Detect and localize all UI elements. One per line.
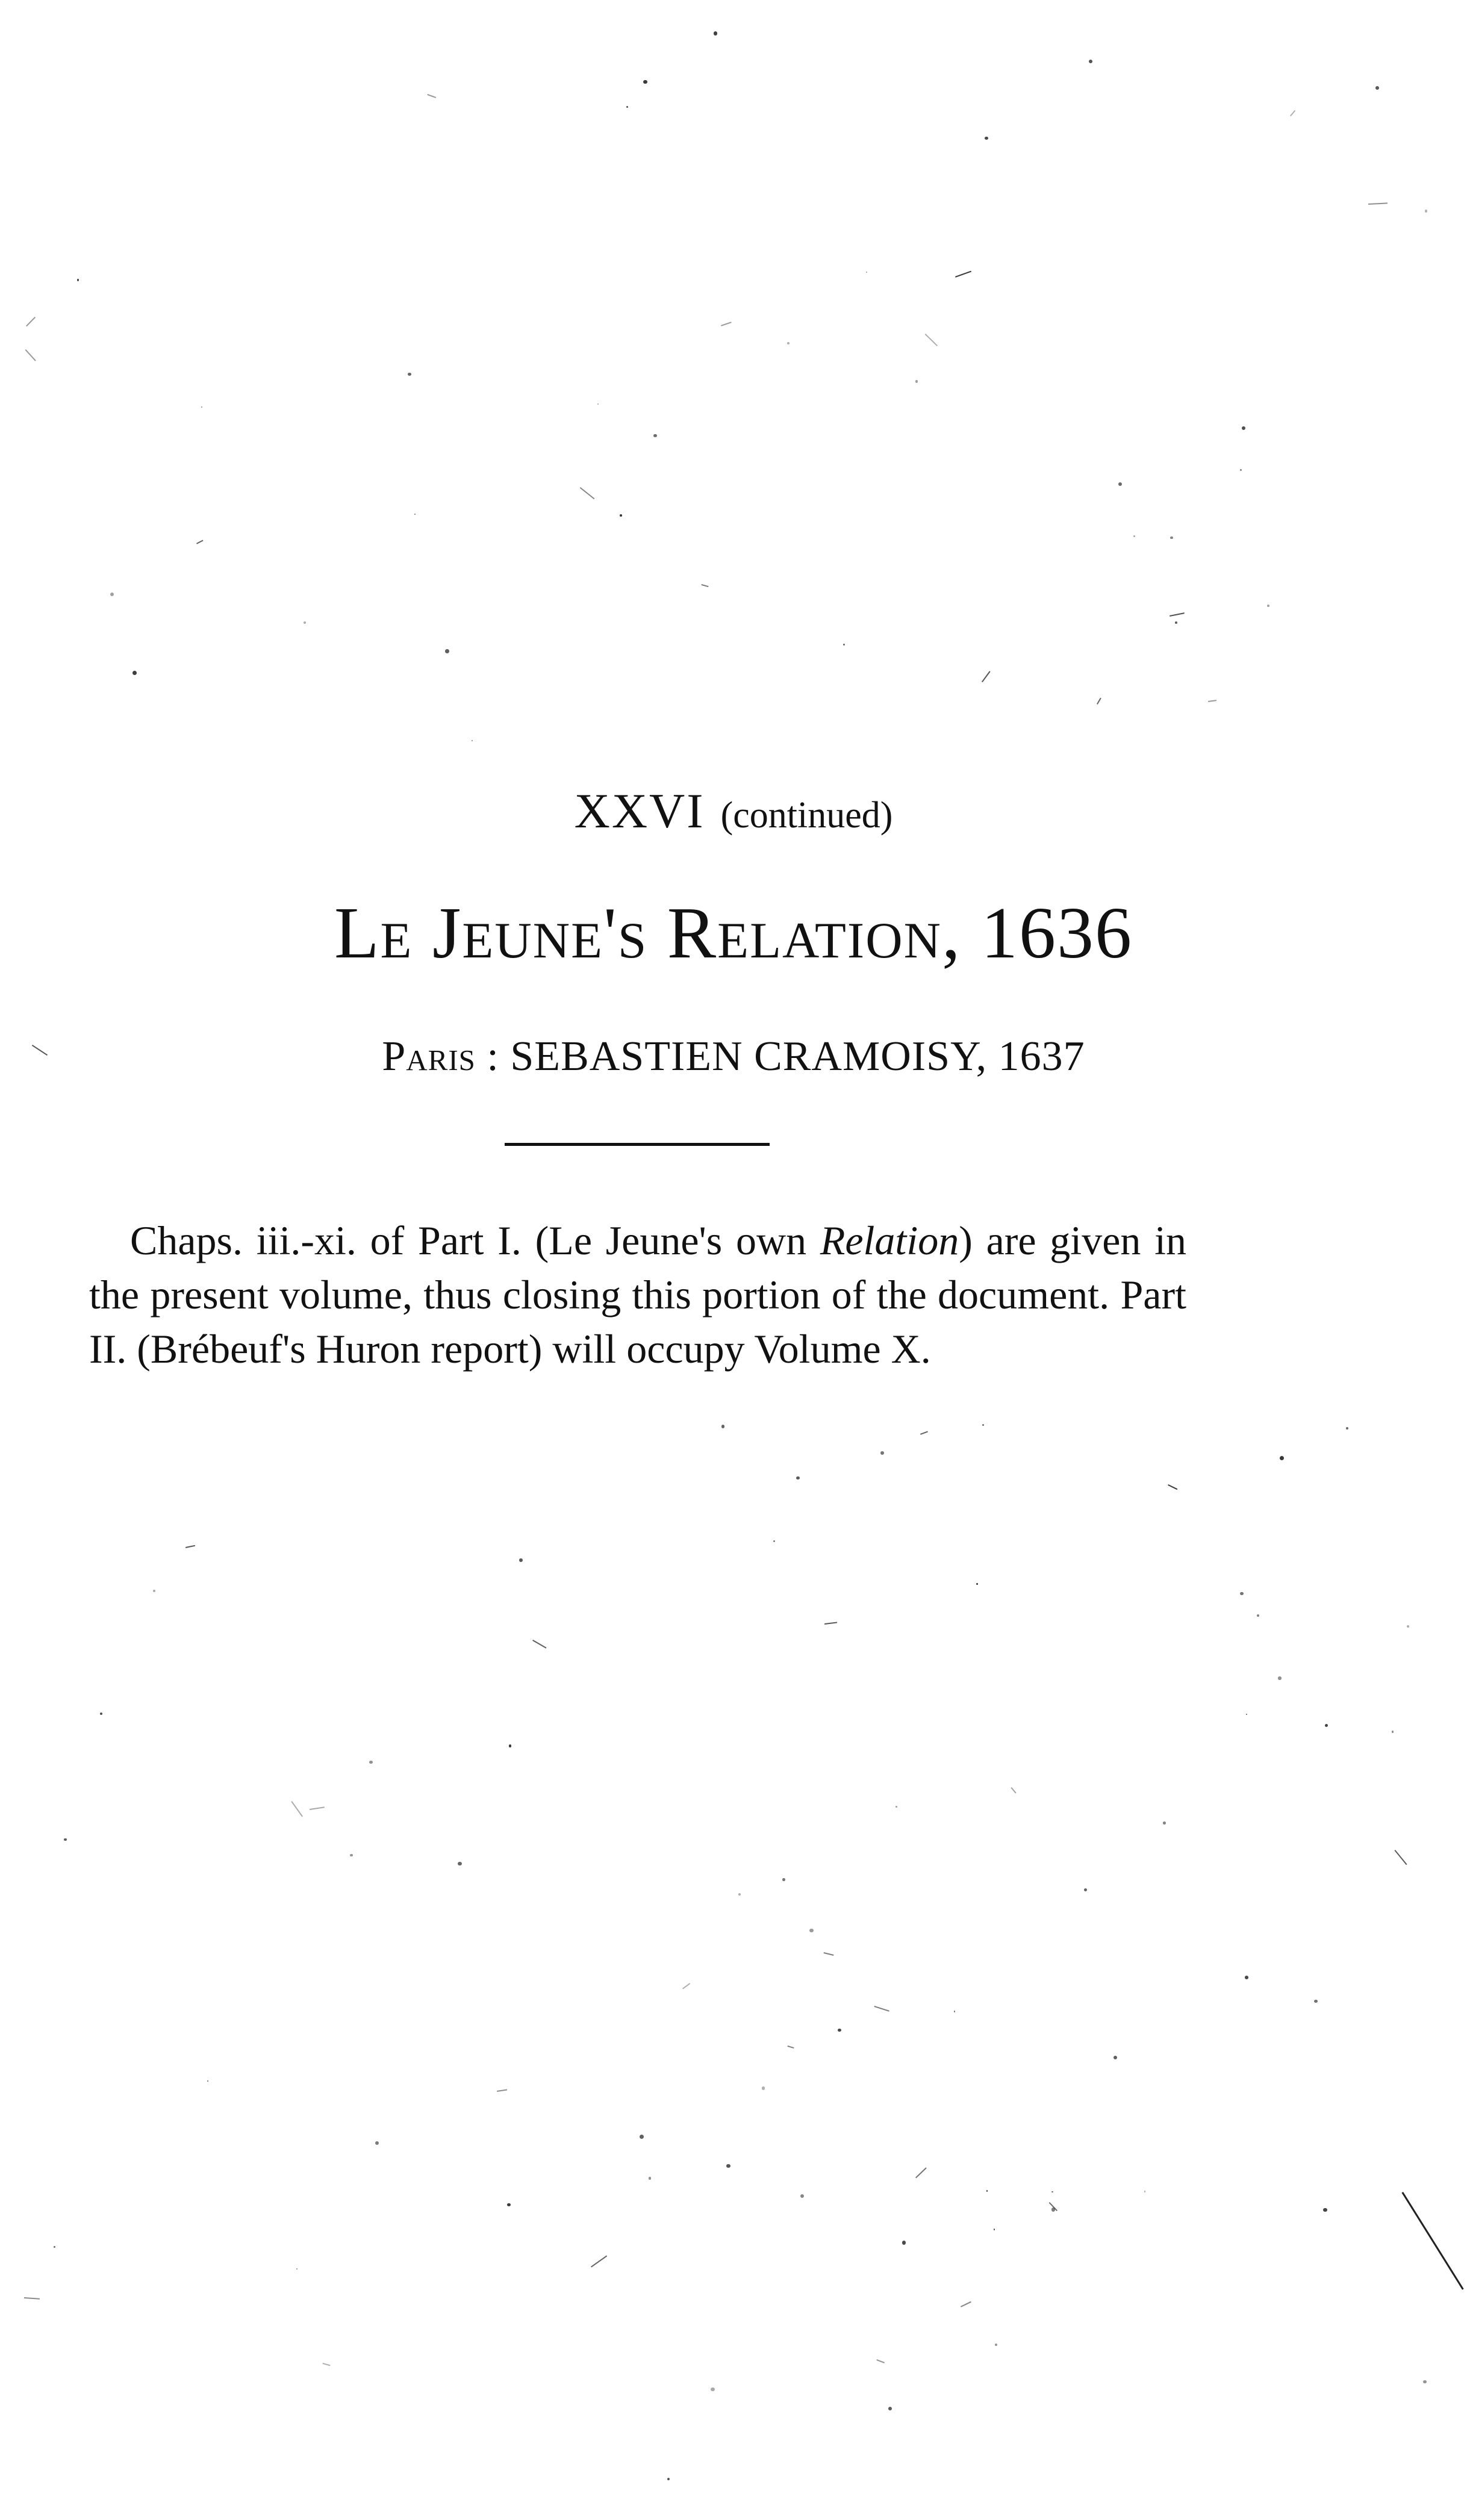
scan-speck <box>721 322 731 326</box>
scan-speck <box>1395 1850 1407 1865</box>
scan-speck <box>721 1425 725 1428</box>
scan-speck <box>509 1744 511 1747</box>
scan-speck <box>726 2164 730 2168</box>
scan-speck <box>1346 1427 1348 1430</box>
scan-speck <box>185 1545 195 1548</box>
scan-speck <box>626 106 628 108</box>
scan-speck <box>955 270 971 277</box>
scan-speck <box>1170 612 1185 617</box>
scan-speck <box>876 2359 885 2363</box>
document-title: Le Jeune's Relation, 1636 <box>334 892 1133 974</box>
scan-speck <box>874 2006 889 2012</box>
scan-speck <box>800 2194 804 2198</box>
scan-speck <box>915 2167 927 2178</box>
scan-speck <box>954 2011 956 2012</box>
body-paragraph <box>89 1213 1186 1376</box>
scan-speck <box>507 2203 511 2207</box>
scan-speck <box>532 1640 546 1649</box>
scan-speck <box>1089 60 1092 63</box>
scan-speck <box>773 1540 775 1542</box>
scan-speck <box>110 593 114 596</box>
scan-speck <box>414 514 416 515</box>
scan-speck <box>620 514 622 517</box>
body-text-part-2: ) are given in the present volume, thus closing this portion of the document. Part II. (Brébeuf's Huron report) will occupy Volume X. <box>89 1218 1186 1372</box>
scan-speck <box>702 584 709 587</box>
scan-speck <box>961 2301 971 2307</box>
scan-speck <box>824 1952 834 1956</box>
scan-speck <box>787 342 790 344</box>
scan-speck <box>982 671 991 682</box>
scan-speck <box>350 1854 352 1856</box>
scan-speck <box>519 1558 523 1562</box>
scan-speck <box>408 373 411 376</box>
scan-speck <box>995 2344 997 2346</box>
scan-speck <box>1407 1625 1409 1628</box>
scan-speck <box>1278 1676 1281 1679</box>
scan-speck <box>100 1713 102 1715</box>
scan-speck <box>310 1806 325 1810</box>
scan-speck <box>458 1862 462 1866</box>
scan-speck <box>369 1761 373 1764</box>
scan-speck <box>843 644 845 646</box>
scan-speck <box>787 2046 794 2049</box>
scan-speck <box>1133 535 1135 537</box>
continued-label: (continued) <box>720 795 893 836</box>
scan-speck <box>296 2268 297 2270</box>
scan-speck <box>866 272 867 273</box>
scan-speck <box>838 2029 841 2032</box>
scan-speck <box>1246 1714 1248 1716</box>
scan-speck <box>26 317 36 327</box>
chapter-number-line <box>0 783 1467 839</box>
scan-speck <box>1163 1822 1166 1825</box>
scan-speck <box>1144 2191 1146 2192</box>
scan-speck <box>895 1806 897 1808</box>
scan-speck <box>304 621 306 624</box>
scan-speck <box>291 1801 304 1817</box>
scan-speck <box>1118 482 1122 486</box>
scan-speck <box>643 80 647 84</box>
scan-speck <box>809 1929 814 1933</box>
scan-speck <box>445 649 449 653</box>
scan-speck <box>1323 2208 1327 2212</box>
scan-speck <box>201 406 202 408</box>
scan-speck <box>1113 2056 1118 2060</box>
scan-speck <box>824 1622 837 1625</box>
relation-italic: Relation <box>820 1218 959 1263</box>
scan-speck <box>1392 1731 1394 1732</box>
scan-speck <box>1290 110 1296 116</box>
scan-speck <box>902 2241 906 2245</box>
scan-speck <box>64 1838 67 1841</box>
scan-speck <box>1097 698 1101 705</box>
scan-speck <box>428 94 437 98</box>
scan-speck <box>782 1878 785 1881</box>
scan-speck <box>920 1431 928 1435</box>
scan-speck <box>1257 1614 1259 1617</box>
scan-speck <box>915 380 918 382</box>
scan-speck <box>1084 1888 1087 1891</box>
scan-speck <box>982 1424 984 1426</box>
scan-speck <box>1170 537 1173 540</box>
imprint-line: Paris : SEBASTIEN CRAMOISY, 1637 <box>382 1033 1085 1080</box>
scan-speck <box>323 2363 331 2366</box>
chapter-number: XXVI <box>574 783 705 838</box>
scan-speck <box>153 1590 155 1592</box>
scan-speck <box>1245 1976 1248 1979</box>
scan-speck <box>925 334 938 346</box>
scan-speck <box>1423 2380 1427 2384</box>
scan-speck <box>976 1583 978 1585</box>
scan-speck <box>24 2297 40 2300</box>
scan-speck <box>994 2229 995 2230</box>
scan-speck <box>1175 621 1177 624</box>
scan-speck <box>1425 210 1427 212</box>
scan-speck <box>25 349 36 361</box>
scan-speck <box>880 1451 884 1455</box>
scan-speck <box>667 2478 670 2480</box>
scan-speck <box>375 2141 379 2145</box>
scan-speck <box>1325 1724 1328 1727</box>
scan-speck <box>985 137 988 140</box>
scan-speck <box>1240 1592 1243 1595</box>
scan-speck <box>796 1476 800 1480</box>
scan-speck <box>649 2177 652 2180</box>
scan-speck <box>1375 86 1379 90</box>
scan-speck <box>888 2407 892 2410</box>
scan-speck <box>77 279 79 281</box>
scan-speck <box>1051 2207 1055 2211</box>
scan-speck <box>54 2246 55 2248</box>
scan-speck <box>1168 1484 1177 1490</box>
scan-speck <box>1267 605 1269 607</box>
scan-speck <box>738 1893 741 1896</box>
title-rule <box>505 1143 770 1146</box>
scan-speck <box>1280 1456 1284 1460</box>
scan-speck <box>1208 700 1217 702</box>
scan-speck <box>597 403 599 405</box>
scan-speck <box>497 2089 507 2092</box>
scan-speck <box>711 2388 715 2392</box>
scan-speck <box>986 2190 988 2192</box>
scan-speck <box>1011 1787 1016 1794</box>
scan-speck <box>714 31 718 36</box>
scan-speck <box>207 2080 208 2082</box>
scan-speck <box>682 1983 690 1990</box>
scan-scratch <box>1401 2192 1463 2290</box>
scan-speck <box>132 671 137 675</box>
scan-speck <box>196 540 203 544</box>
scan-speck <box>1242 426 1245 430</box>
scan-speck <box>1051 2191 1053 2192</box>
scan-speck <box>1314 2000 1317 2003</box>
scan-speck <box>1240 469 1242 471</box>
scan-speck <box>1368 202 1388 205</box>
scan-speck <box>762 2086 765 2090</box>
scan-speck <box>472 740 473 741</box>
scan-speck <box>591 2255 607 2267</box>
scan-speck <box>653 434 656 437</box>
scan-speck <box>580 487 594 499</box>
scan-speck <box>640 2135 644 2139</box>
body-text-part-1: Chaps. iii.-xi. of Part I. (Le Jeune's own <box>130 1218 820 1263</box>
